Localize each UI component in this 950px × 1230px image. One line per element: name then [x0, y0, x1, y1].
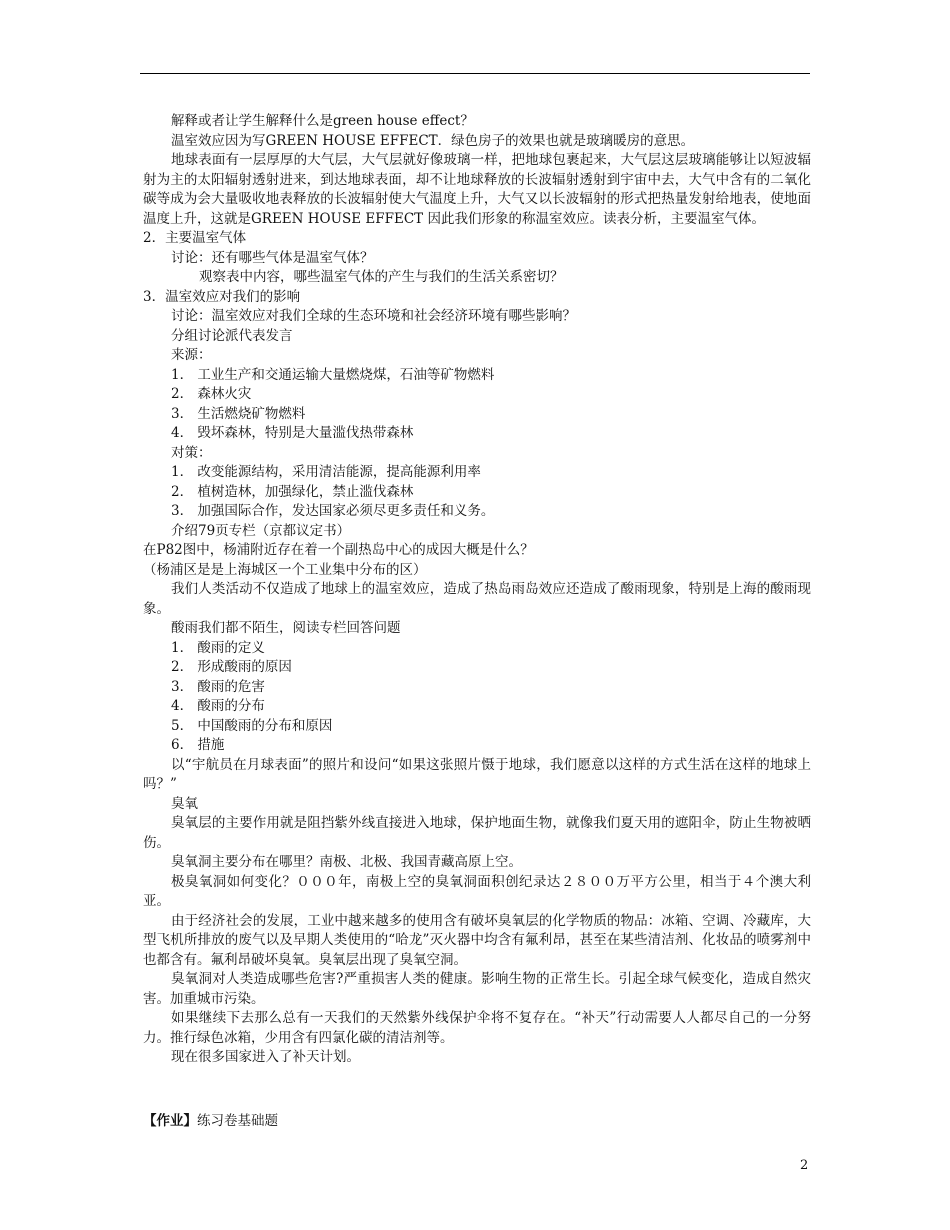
paragraph: 2．主要温室气体 — [143, 230, 247, 246]
paragraph: 3． 加强国际合作，发达国家必须尽更多责任和义务。 — [171, 503, 495, 519]
paragraph: 5． 中国酸雨的分布和原因 — [171, 717, 333, 734]
paragraph-list — [143, 112, 811, 1068]
document-body — [143, 112, 811, 1131]
paragraph: 1． 酸雨的定义 — [171, 639, 265, 656]
paragraph: 解释或者让学生解释什么是green house effect？ — [171, 113, 474, 129]
paragraph: 讨论：温室效应对我们全球的生态环境和社会经济环境有哪些影响？ — [171, 308, 576, 324]
paragraph: 来源： — [171, 347, 212, 363]
paragraph: 温室效应因为写GREEN HOUSE EFFECT．绿色房子的效果也就是玻璃暖房的意思。 — [171, 132, 695, 149]
paragraph: （杨浦区是是上海城区一个工业集中分布的区） — [143, 561, 427, 578]
paragraph: 我们人类活动不仅造成了地球上的温室效应，造成了热岛雨岛效应还造成了酸雨现象，特别是上海的酸雨现象。 — [143, 581, 811, 617]
paragraph: 在P82图中，杨浦附近存在着一个副热岛中心的成因大概是什么？ — [143, 542, 534, 558]
homework-label: 【作业】 — [143, 1112, 197, 1129]
homework-line — [143, 1112, 811, 1132]
paragraph: 酸雨我们都不陌生，阅读专栏回答问题 — [171, 620, 401, 636]
paragraph: 4． 毁坏森林，特别是大量滥伐热带森林 — [171, 425, 414, 441]
paragraph: 现在很多国家进入了补天计划。 — [171, 1049, 360, 1065]
paragraph: 对策： — [171, 444, 212, 461]
paragraph: 以“宇航员在月球表面”的照片和设问“如果这张照片慑于地球，我们愿意以这样的方式生活在这样的地球上吗？” — [143, 756, 811, 792]
paragraph: 臭氧洞主要分布在哪里？南极、北极、我国青藏高原上空。 — [171, 854, 522, 870]
paragraph: 3． 酸雨的危害 — [171, 678, 265, 695]
paragraph: 由于经济社会的发展，工业中越来越多的使用含有破坏臭氧层的化学物质的物品：冰箱、空调、冷藏库，大型飞机所排放的废气以及早期人类使用的“哈龙”灭火器中均含有氟利昂，甚至在某些清洁剂、化妆品的喷雾剂中也都含有。氟利昂破坏臭氧。臭氧层出现了臭氧空洞。 — [143, 912, 811, 968]
header-rule — [140, 73, 810, 74]
paragraph: 地球表面有一层厚厚的大气层，大气层就好像玻璃一样，把地球包裹起来，大气层这层玻璃能够让以短波辐射为主的太阳辐射透射进来，到达地球表面，却不让地球释放的长波辐射透射到宇宙中去，大气中含有的二氧化碳等成为会大量吸收地表释放的长波辐射使大气温度上升，大气又以长波辐射的形式把热量发射给地表，使地面温度上升，这就是GREEN HOUSE EFFECT 因此我们形象的称温室效应。读表分析，主要温室气体。 — [143, 152, 811, 227]
page-number: 2 — [800, 1158, 809, 1173]
paragraph: 4． 酸雨的分布 — [171, 698, 265, 714]
paragraph: 如果继续下去那么总有一天我们的天然紫外线保护伞将不复存在。“补天”行动需要人人都尽自己的一分努力。推行绿色冰箱，少用含有四氯化碳的清洁剂等。 — [143, 1010, 811, 1046]
paragraph: 1． 工业生产和交通运输大量燃烧煤，石油等矿物燃料 — [171, 366, 495, 383]
paragraph: 分组讨论派代表发言 — [171, 327, 293, 344]
paragraph: 臭氧洞对人类造成哪些危害?严重损害人类的健康。影响生物的正常生长。引起全球气候变化，造成自然灾害。加重城市污染。 — [143, 971, 811, 1007]
paragraph: 3． 生活燃烧矿物燃料 — [171, 405, 306, 422]
spacer — [143, 1068, 811, 1112]
paragraph: 观察表中内容，哪些温室气体的产生与我们的生活关系密切？ — [199, 269, 564, 285]
paragraph: 极臭氧洞如何变化？０００年，南极上空的臭氧洞面积创纪录达２８００万平方公里，相当于４个澳大利亚。 — [143, 873, 811, 909]
paragraph: 1． 改变能源结构，采用清洁能源，提高能源利用率 — [171, 464, 481, 480]
homework-text: 练习卷基础题 — [197, 1112, 278, 1129]
paragraph: 臭氧 — [171, 795, 198, 812]
paragraph: 6． 措施 — [171, 737, 225, 753]
paragraph: 臭氧层的主要作用就是阻挡紫外线直接进入地球，保护地面生物，就像我们夏天用的遮阳伞，防止生物被晒伤。 — [143, 815, 811, 851]
paragraph: 介绍79页专栏（京都议定书） — [171, 522, 351, 539]
paragraph: 2． 森林火灾 — [171, 386, 252, 402]
paragraph: 3．温室效应对我们的影响 — [143, 288, 301, 305]
paragraph: 2． 植树造林，加强绿化，禁止滥伐森林 — [171, 483, 414, 500]
paragraph: 讨论：还有哪些气体是温室气体？ — [171, 249, 374, 266]
paragraph: 2． 形成酸雨的原因 — [171, 659, 292, 675]
